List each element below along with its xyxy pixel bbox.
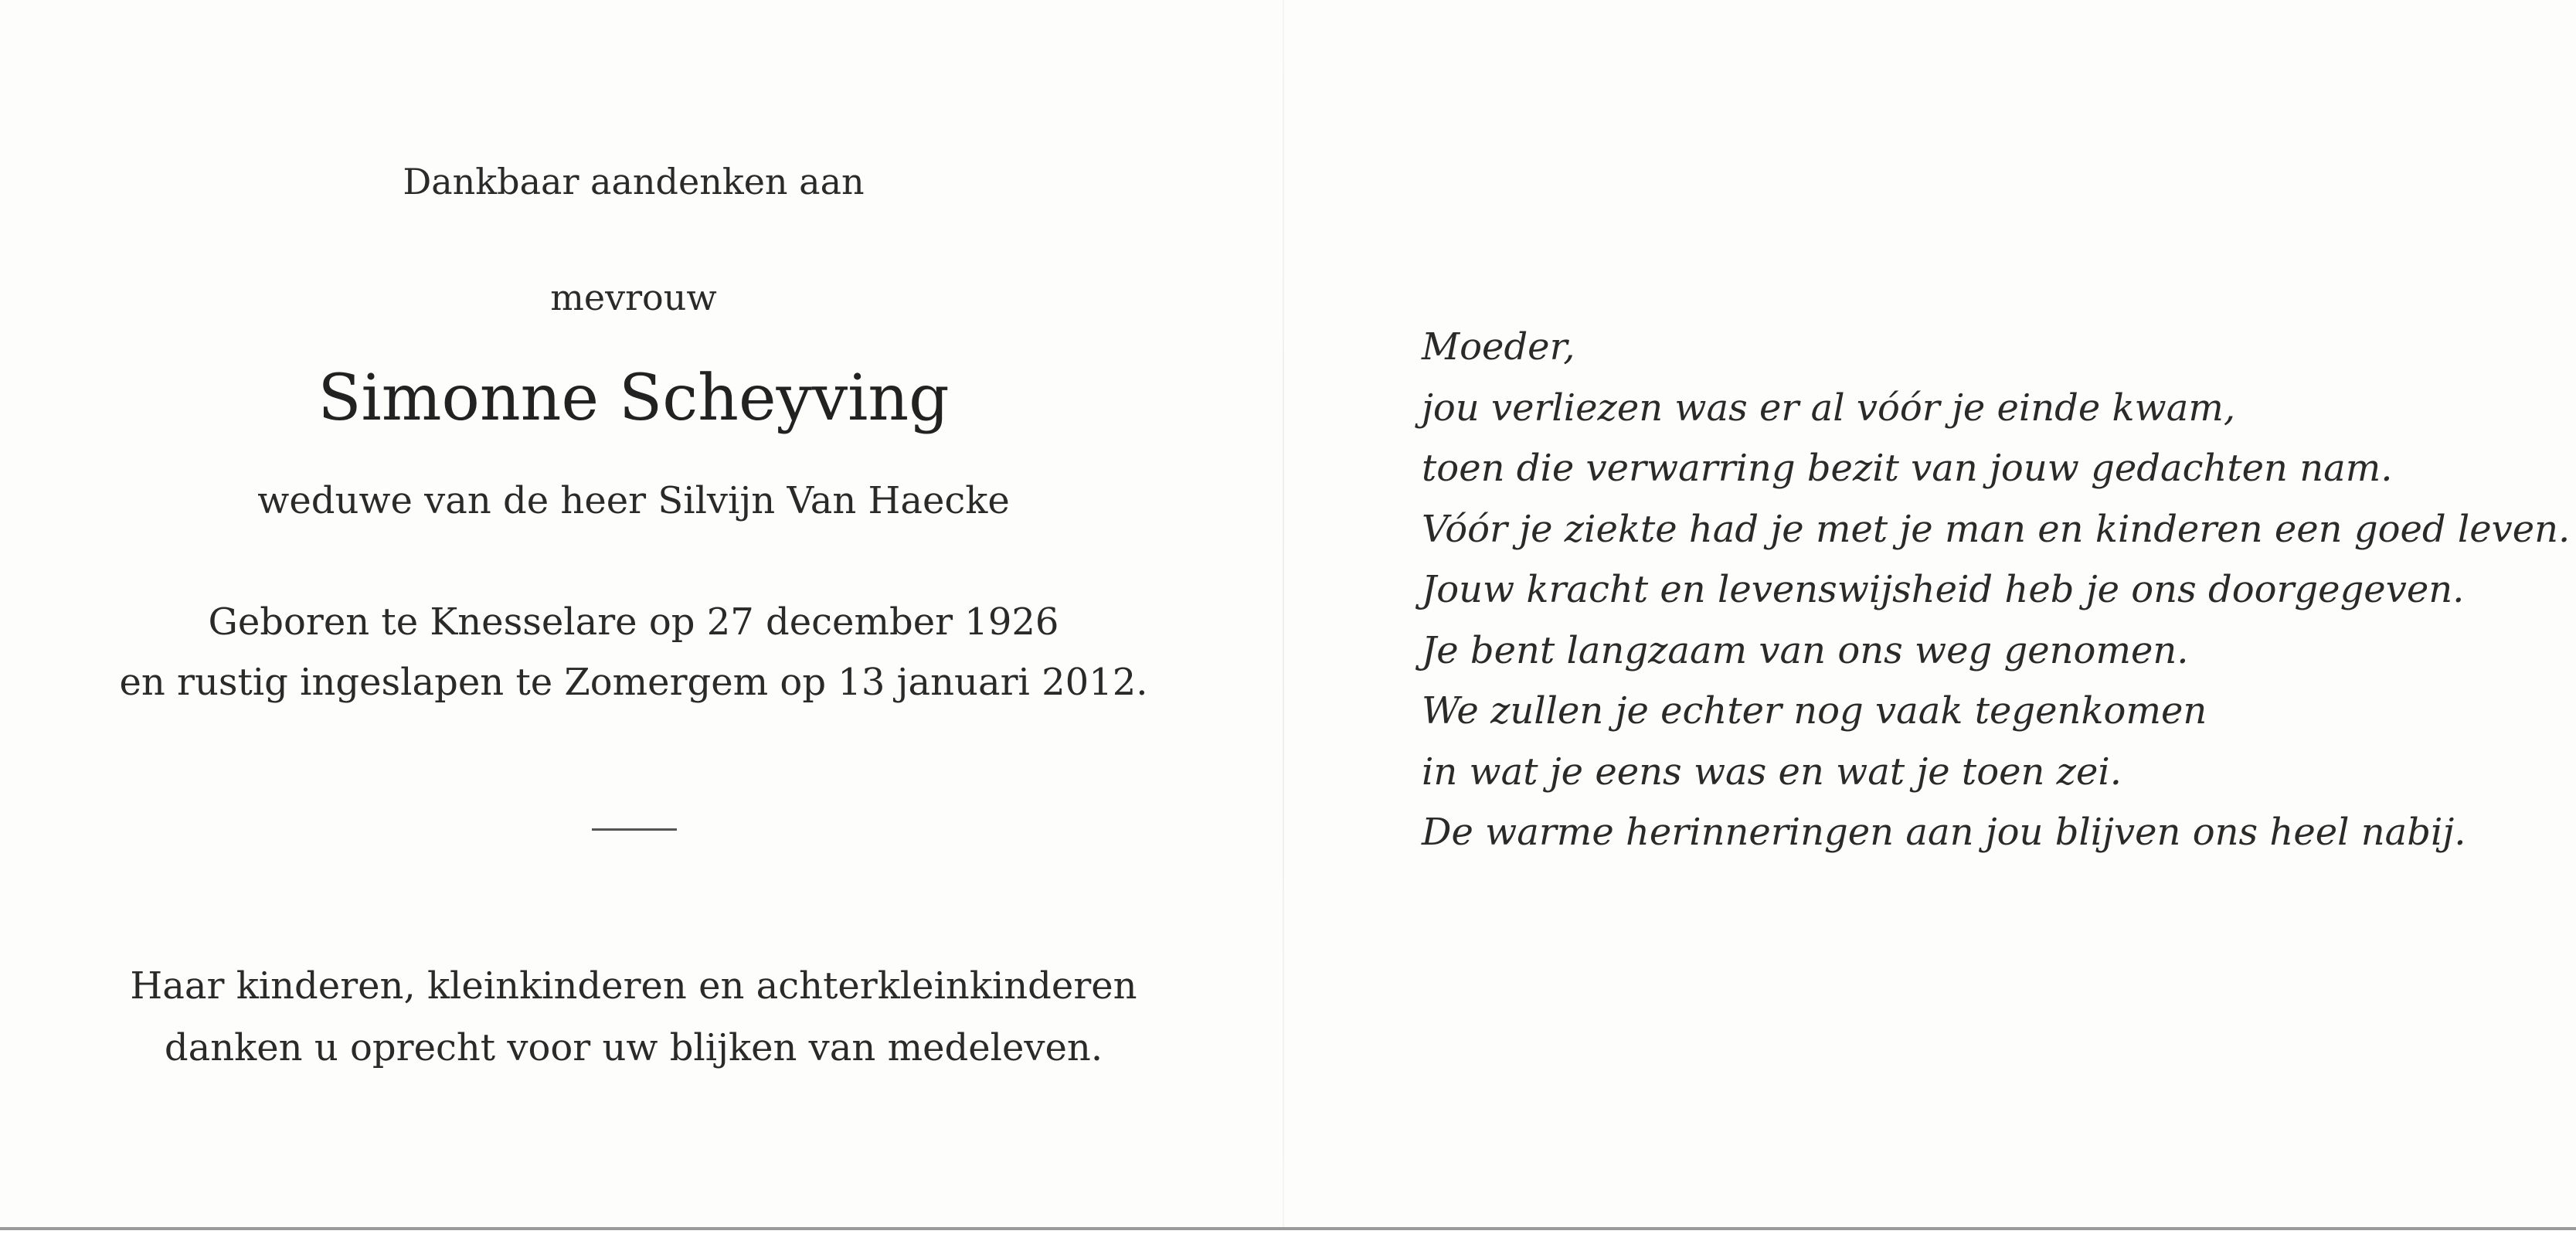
birth-line: Geboren te Knesselare op 27 december 1926 (208, 600, 1059, 644)
honorific: mevrouw (550, 277, 717, 318)
poem-line: De warme herinneringen aan jou blijven ons heel nabij. (1422, 811, 2466, 854)
poem (1422, 317, 2571, 863)
poem-line: Moeder, (1422, 325, 1575, 369)
poem-line: in wat je eens was en wat je toen zei. (1422, 750, 2122, 794)
birth-death-block (0, 592, 1267, 712)
poem-line: Jouw kracht en levenswijsheid heb je ons doorgegeven. (1422, 568, 2465, 611)
thanks-line-1: Haar kinderen, kleinkinderen en achterkleinkinderen (130, 964, 1137, 1008)
thanks-block (0, 955, 1267, 1079)
right-panel (1422, 317, 2571, 863)
intro-text: Dankbaar aandenken aan (403, 161, 865, 202)
spouse-line: weduwe van de heer Silvijn Van Haecke (257, 479, 1010, 522)
bottom-strip (0, 1230, 2576, 1241)
poem-line: Vóór je ziekte had je met je man en kinderen een goed leven. (1422, 507, 2571, 551)
poem-line: We zullen je echter nog vaak tegenkomen (1422, 689, 2207, 733)
left-panel (0, 0, 1283, 1227)
poem-line: Je bent langzaam van ons weg genomen. (1422, 628, 2189, 672)
death-line: en rustig ingeslapen te Zomergem op 13 januari 2012. (119, 661, 1148, 704)
thanks-line-2: danken u oprecht voor uw blijken van medeleven. (164, 1026, 1103, 1069)
divider (592, 828, 677, 831)
deceased-name: Simonne Scheyving (318, 362, 950, 435)
poem-line: toen die verwarring bezit van jouw gedachten nam. (1422, 447, 2393, 490)
poem-line: jou verliezen was er al vóór je einde kwam, (1422, 386, 2236, 430)
card-fold (1283, 0, 1284, 1229)
